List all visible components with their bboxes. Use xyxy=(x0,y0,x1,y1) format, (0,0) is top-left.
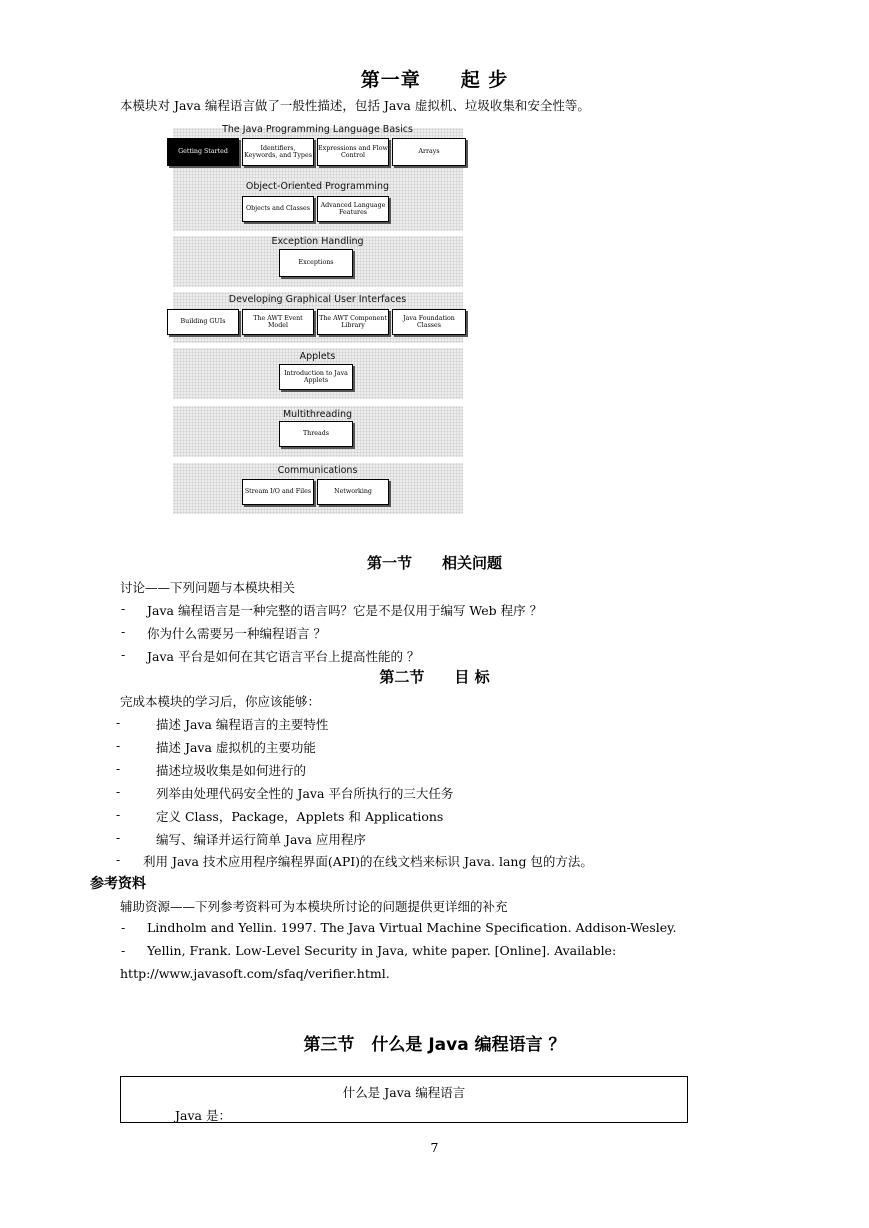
diagram-box: Exceptions xyxy=(279,249,353,277)
intro-paragraph: 本模块对 Java 编程语言做了一般性描述，包括 Java 虚拟机、垃圾收集和安全性等。 xyxy=(120,98,590,113)
list-dash: - xyxy=(116,852,121,867)
section2-lead: 完成本模块的学习后，你应该能够： xyxy=(120,694,321,709)
diagram-box: The AWT Component Library xyxy=(317,309,389,335)
diagram-box: Threads xyxy=(279,421,353,447)
diagram-box: Arrays xyxy=(392,138,466,166)
diagram-box: Introduction to Java Applets xyxy=(279,364,353,390)
definition-box-line: Java 是： xyxy=(175,1108,231,1123)
list-dash: - xyxy=(121,624,126,639)
reference-url: http://www.javasoft.com/sfaq/verifier.html. xyxy=(120,966,390,981)
list-item: 利用 Java 技术应用程序编程界面(API)的在线文档来标识 Java. lang 包的方法。 xyxy=(143,854,593,869)
diagram-section-title: The Java Programming Language Basics xyxy=(222,124,413,135)
section1-lead: 讨论——下列问题与本模块相关 xyxy=(120,580,296,595)
references-lead: 辅助资源——下列参考资料可为本模块所讨论的问题提供更详细的补充 xyxy=(120,899,508,914)
definition-box-title: 什么是 Java 编程语言 xyxy=(342,1085,466,1100)
diagram-box: Stream I/O and Files xyxy=(242,479,314,505)
diagram-box: Java Foundation Classes xyxy=(392,309,466,335)
list-dash: - xyxy=(121,943,126,958)
diagram-section-title: Developing Graphical User Interfaces xyxy=(228,294,407,305)
list-item: 定义 Class，Package，Applets 和 Applications xyxy=(156,809,444,824)
definition-box xyxy=(120,1076,688,1123)
diagram-box: Advanced Language Features xyxy=(317,196,389,222)
diagram-section-title: Applets xyxy=(299,351,336,362)
diagram-box: Networking xyxy=(317,479,389,505)
diagram-section-title: Multithreading xyxy=(282,409,353,420)
list-dash: - xyxy=(121,647,126,662)
list-item: Java 平台是如何在其它语言平台上提高性能的 ？ xyxy=(147,649,420,664)
course-map-diagram xyxy=(165,120,470,525)
list-item: 描述垃圾收集是如何进行的 xyxy=(156,763,307,778)
reference-item: Lindholm and Yellin. 1997. The Java Virtual Machine Specification. Addison-Wesley. xyxy=(147,920,677,935)
diagram-section-title: Communications xyxy=(277,465,358,476)
list-item: 描述 Java 虚拟机的主要功能 xyxy=(156,740,316,755)
diagram-box: Building GUIs xyxy=(167,309,239,335)
references-title: 参考资料 xyxy=(90,876,146,892)
diagram-section-title: Object-Oriented Programming xyxy=(245,181,390,192)
section1-title: 第一节 相关问题 xyxy=(366,554,502,572)
list-item: 列举由处理代码安全性的 Java 平台所执行的三大任务 xyxy=(156,786,454,801)
list-dash: - xyxy=(116,807,121,822)
list-dash: - xyxy=(121,601,126,616)
diagram-box: Expressions and Flow Control xyxy=(317,138,389,166)
diagram-box: Objects and Classes xyxy=(242,196,314,222)
list-dash: - xyxy=(116,738,121,753)
diagram-section-title: Exception Handling xyxy=(271,236,364,247)
page-number: 7 xyxy=(430,1140,439,1155)
chapter-title: 第一章 起 步 xyxy=(360,69,509,91)
list-item: Java 编程语言是一种完整的语言吗？它是不是仅用于编写 Web 程序 ？ xyxy=(147,603,543,618)
diagram-box: Getting Started xyxy=(167,138,239,166)
section2-title: 第二节 目 标 xyxy=(379,668,490,686)
list-item: 编写、编译并运行简单 Java 应用程序 xyxy=(156,832,366,847)
list-dash: - xyxy=(116,830,121,845)
reference-item: Yellin, Frank. Low-Level Security in Java, white paper. [Online]. Available: xyxy=(147,943,617,958)
diagram-box: The AWT Event Model xyxy=(242,309,314,335)
list-dash: - xyxy=(116,761,121,776)
list-item: 描述 Java 编程语言的主要特性 xyxy=(156,717,329,732)
section3-title: 第三节 什么是 Java 编程语言 ？ xyxy=(303,1035,566,1055)
list-dash: - xyxy=(121,920,126,935)
list-item: 你为什么需要另一种编程语言 ？ xyxy=(147,626,326,641)
list-dash: - xyxy=(116,784,121,799)
list-dash: - xyxy=(116,715,121,730)
diagram-box: Identifiers, Keywords, and Types xyxy=(242,138,314,166)
